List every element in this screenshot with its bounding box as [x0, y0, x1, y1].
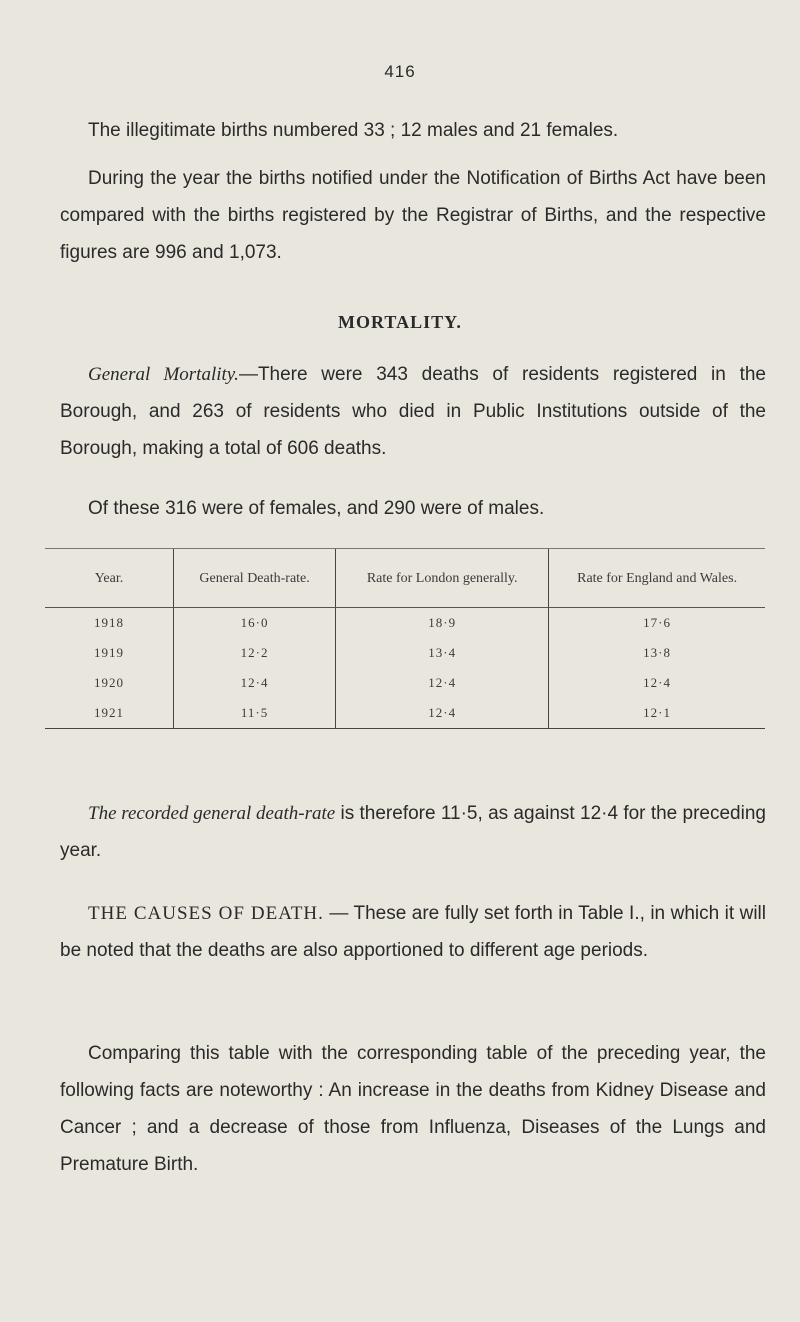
table-row: [45, 698, 765, 729]
header-general-death-rate: General Death-rate.: [173, 549, 335, 608]
causes-of-death-text: — These are fully set forth in Table I., in which it will be noted that the deaths are also apportioned to different age periods.: [60, 903, 766, 961]
cell-london: 12·4: [336, 668, 549, 698]
cell-general: 12·2: [173, 638, 335, 668]
cell-england: 12·1: [549, 698, 765, 729]
mortality-heading: MORTALITY.: [338, 312, 462, 332]
cell-london: 12·4: [336, 698, 549, 729]
cell-year: 1919: [93, 645, 124, 660]
recorded-death-rate-text: is therefore 11·5, as against 12·4 for the preceding year.: [60, 803, 766, 861]
recorded-death-rate-paragraph: [60, 795, 766, 869]
births-notification-paragraph: During the year the births notified under the Notification of Births Act have been compared with the births registered by the Registrar of Births, and the respective figures are 996 and 1,073.: [60, 168, 766, 263]
comparison-paragraph: Comparing this table with the corresponding table of the preceding year, the following facts are noteworthy : An increase in the deaths from Kidney Disease and Cancer ; and a decrease of those from Influenza, Diseases of the Lungs and Premature Birth.: [60, 1043, 766, 1175]
header-london-rate: Rate for London generally.: [336, 549, 549, 608]
recorded-death-rate-label: The recorded general death-rate: [88, 803, 336, 824]
cell-general: 11·5: [173, 698, 335, 729]
table-row: [45, 668, 765, 698]
cell-year: 1921: [45, 698, 173, 729]
illegitimate-births-paragraph: The illegitimate births numbered 33 ; 12 males and 21 females.: [88, 120, 619, 141]
table-row: [45, 638, 765, 668]
page-number: 416: [384, 62, 416, 81]
causes-of-death-heading: THE CAUSES OF DEATH.: [88, 903, 324, 924]
cell-year: 1920: [93, 675, 124, 690]
general-mortality-label: General Mortality.: [88, 364, 239, 385]
general-mortality-text: —There were 343 deaths of residents registered in the Borough, and 263 of residents who died in Public Institutions outside of the Borough, making a total of 606 deaths.: [60, 364, 766, 459]
cell-england: 13·8: [549, 638, 765, 668]
cell-year: 1918: [93, 615, 124, 630]
header-england-wales-rate: Rate for England and Wales.: [549, 549, 765, 608]
deaths-by-sex-paragraph: Of these 316 were of females, and 290 were of males.: [88, 498, 545, 519]
cell-general: 16·0: [173, 608, 335, 639]
cell-london: 13·4: [336, 638, 549, 668]
cell-england: 12·4: [549, 668, 765, 698]
general-mortality-paragraph: [60, 356, 766, 467]
cell-general: 12·4: [173, 668, 335, 698]
death-rate-table: [45, 548, 765, 729]
table-row: [45, 608, 765, 639]
table-header-row: [45, 549, 765, 608]
causes-of-death-paragraph: [60, 895, 766, 969]
cell-england: 17·6: [549, 608, 765, 639]
header-year: Year.: [45, 549, 173, 608]
cell-london: 18·9: [336, 608, 549, 639]
